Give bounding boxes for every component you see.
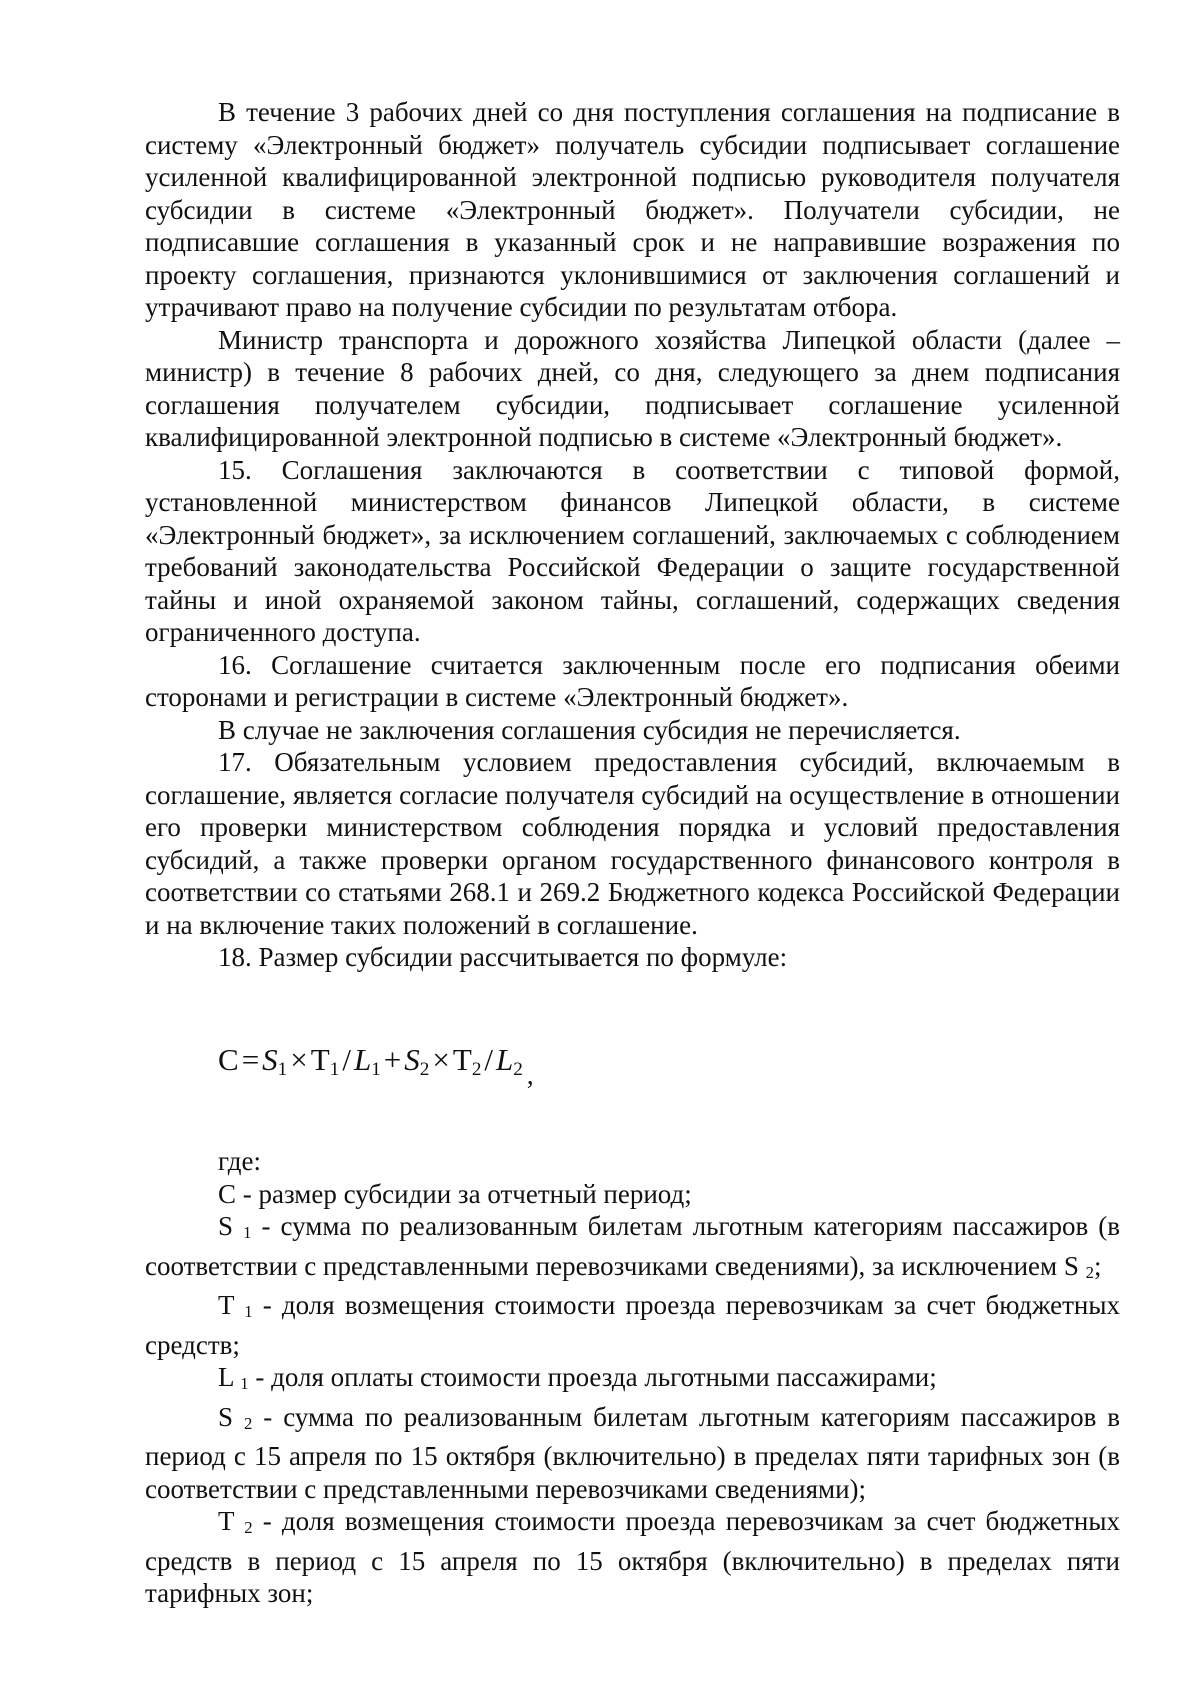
symbol-s: S	[1063, 1250, 1079, 1281]
formula-l: L	[353, 1042, 372, 1077]
formula-sub: 1	[329, 1059, 340, 1080]
formula-s: S	[262, 1042, 278, 1077]
main-text	[145, 96, 1120, 974]
symbol-t: T	[218, 1290, 235, 1320]
symbol-l: L	[218, 1362, 234, 1392]
definition-s1	[145, 1210, 1120, 1289]
formula-times: ×	[290, 1042, 308, 1077]
definition-l1	[145, 1361, 1120, 1401]
formula-comma: ,	[526, 1060, 534, 1090]
formula-equals: =	[241, 1042, 260, 1077]
symbol-s: S	[218, 1401, 234, 1432]
symbol-t: T	[218, 1506, 235, 1536]
symbol-sub: 1	[244, 1302, 253, 1321]
definition-t2	[145, 1505, 1120, 1610]
paragraph-minister-signing: Министр транспорта и дорожного хозяйства Липецкой области (далее – министр) в течение 8 рабочих дней, со дня, следующего за днем подписания соглашения получателем субсидии, подписывает соглашение усиленной квалифицированной электронной подписью в системе «Электронный бюджет».	[145, 324, 1120, 452]
formula-sub: 2	[513, 1059, 523, 1080]
formula-lhs: C	[218, 1042, 239, 1077]
definition-s1-end: ;	[1094, 1250, 1102, 1281]
symbol-sub: 2	[1085, 1262, 1095, 1282]
formula-slash: /	[342, 1042, 351, 1077]
paragraph-signing-deadline: В течение 3 рабочих дней со дня поступления соглашения на подписание в систему «Электронный бюджет» получатель субсидии подписывает соглашение усиленной квалифицированной электронной подписью руководителя получателя субсидии в системе «Электронный бюджет». Получатели субсидии, не подписавшие соглашения в указанный срок и не направившие возражения по проекту соглашения, признаются уклонившимися от заключения соглашений и утрачивают право на получение субсидии по результатам отбора.	[145, 97, 1120, 322]
paragraph-no-agreement: В случае не заключения соглашения субсидия не перечисляется.	[218, 714, 961, 745]
formula-sub: 1	[371, 1059, 381, 1080]
formula-definitions	[145, 1145, 1120, 1610]
formula-times: ×	[432, 1042, 450, 1077]
symbol-sub: 2	[244, 1518, 253, 1537]
symbol-s: S	[218, 1211, 234, 1241]
paragraph-16: 16. Соглашение считается заключенным после его подписания обеими сторонами и регистрации в системе «Электронный бюджет».	[145, 649, 1120, 712]
formula-s: S	[404, 1042, 420, 1077]
formula-slash: /	[484, 1042, 494, 1077]
formula-t: T	[310, 1042, 330, 1077]
definition-s2-text: - сумма по реализованным билетам льготным категориям пассажиров в период с 15 апреля по 15 октября (включительно) в пределах пяти тарифных зон (в соответствии с представленными перевозчиками сведениями);	[145, 1401, 1121, 1504]
definition-c: C - размер субсидии за отчетный период;	[218, 1178, 692, 1209]
symbol-sub: 2	[243, 1413, 253, 1433]
definition-s2	[145, 1401, 1120, 1506]
formula-sub: 2	[471, 1059, 482, 1080]
definition-t1-text: - доля возмещения стоимости проезда перевозчикам за счет бюджетных средств;	[145, 1290, 1120, 1360]
symbol-sub: 1	[240, 1374, 249, 1393]
formula-t: T	[452, 1042, 472, 1077]
definition-l1-text: - доля оплаты стоимости проезда льготными пассажирами;	[248, 1362, 937, 1392]
formula-sub: 2	[419, 1059, 430, 1080]
definition-where: где:	[218, 1146, 261, 1176]
paragraph-17: 17. Обязательным условием предоставления субсидий, включаемым в соглашение, является согласие получателя субсидий на осуществление в отношении его проверки министерством соблюдения порядка и условий предоставления субсидий, а также проверки органом государственного финансового контроля в соответствии со статьями 268.1 и 269.2 Бюджетного кодекса Российской Федерации и на включение таких положений в соглашение.	[145, 747, 1120, 940]
definition-t2-text: - доля возмещения стоимости проезда перевозчикам за счет бюджетных средств в период с 15 апреля по 15 октября (включительно) в пределах пяти тарифных зон;	[145, 1506, 1120, 1608]
definition-t1	[145, 1289, 1120, 1361]
definition-s1-text: - сумма по реализованным билетам льготным категориям пассажиров (в соответствии с представленными перевозчиками сведениями), за исключением	[145, 1211, 1121, 1281]
subsidy-formula	[218, 1042, 534, 1102]
formula-sub: 1	[277, 1059, 288, 1080]
symbol-sub: 1	[243, 1223, 252, 1242]
paragraph-18: 18. Размер субсидии рассчитывается по формуле:	[218, 942, 788, 972]
paragraph-15: 15. Соглашения заключаются в соответствии с типовой формой, установленной министерством финансов Липецкой области, в системе «Электронный бюджет», за исключением соглашений, заключаемых с соблюдением требований законодательства Российской Федерации о защите государственной тайны и иной охраняемой законом тайны, соглашений, содержащих сведения ограниченного доступа.	[145, 454, 1120, 647]
formula-l: L	[496, 1042, 514, 1077]
formula-plus: +	[383, 1042, 402, 1077]
